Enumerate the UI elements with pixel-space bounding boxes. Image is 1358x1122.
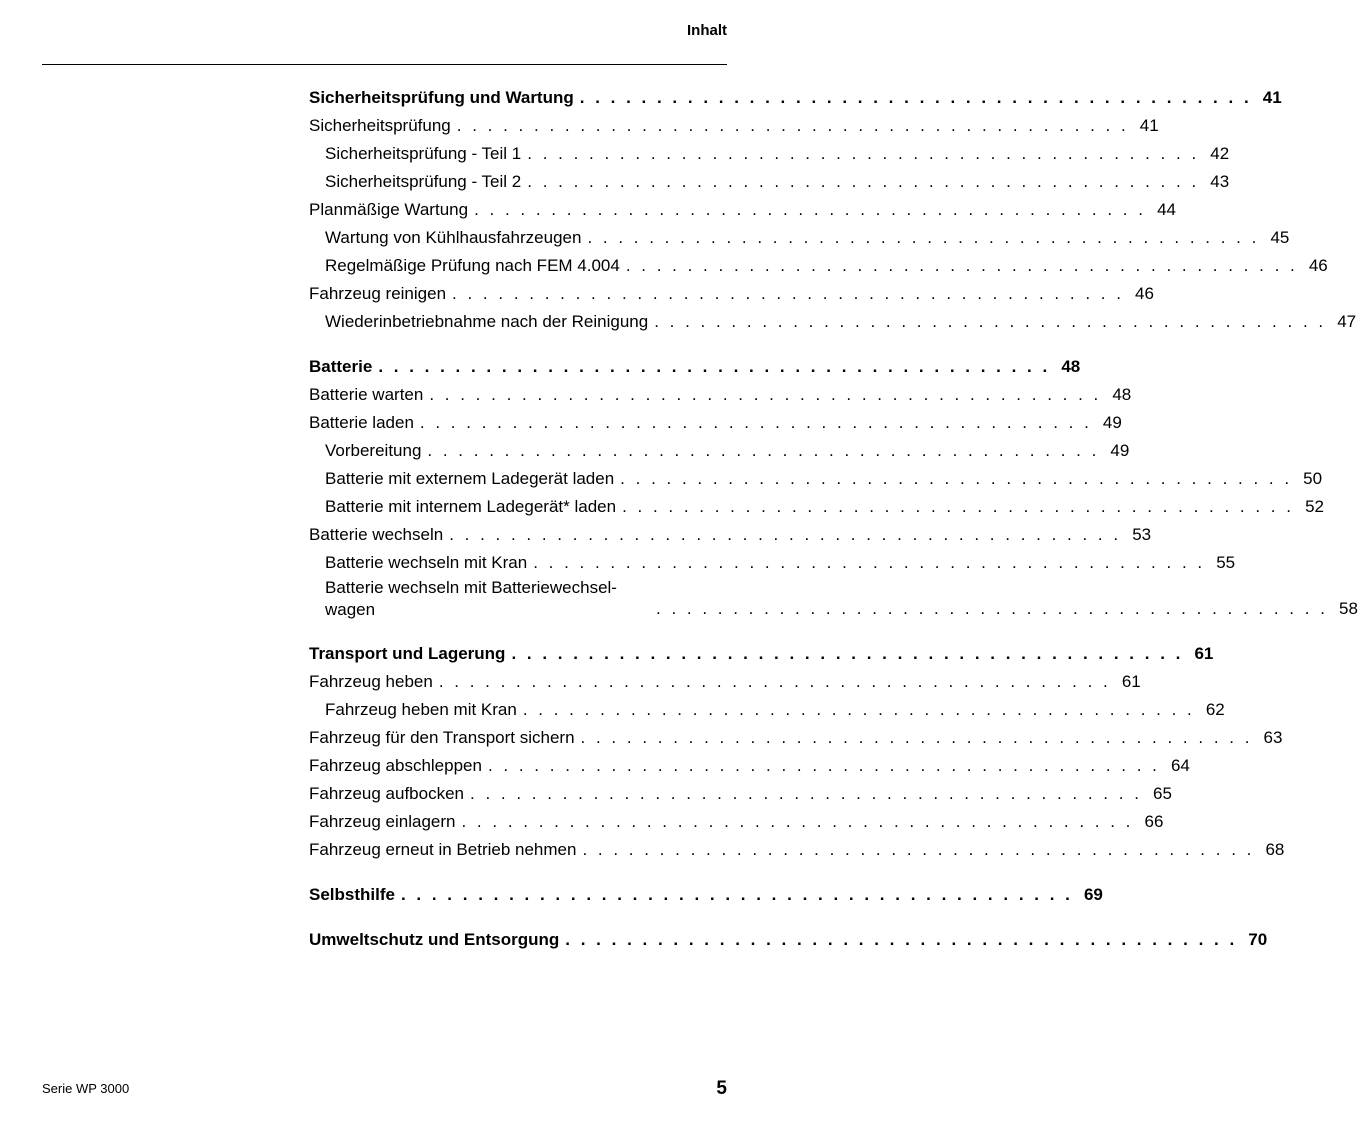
toc-page-number: 68 [1265, 840, 1285, 859]
toc-page-number: 49 [1110, 441, 1130, 460]
toc-entry-title: Sicherheitsprüfung - Teil 1 [325, 144, 522, 163]
toc-entry-title: Sicherheitsprüfung und Wartung [309, 88, 574, 107]
toc-entry-title: Batterie mit externem Ladegerät laden [325, 469, 615, 488]
toc-entry[interactable] [309, 549, 1236, 577]
toc-leader-dots: . . . . . . . . . . . . . . . . . . . . . . . . . . . . . . . . . . . . . . . . . . . . [474, 200, 1146, 219]
toc-entry[interactable] [309, 493, 1324, 521]
toc-entry[interactable] [309, 252, 1328, 280]
toc-leader-dots: . . . . . . . . . . . . . . . . . . . . . . . . . . . . . . . . . . . . . . . . . . . . [487, 756, 1160, 775]
toc-page-number: 61 [1121, 672, 1141, 691]
toc-entry[interactable] [309, 836, 1285, 864]
toc-entry-title: Batterie mit internem Ladegerät* laden [325, 497, 617, 516]
toc-entry-title: Fahrzeug erneut in Betrieb nehmen [309, 840, 577, 859]
toc-page-number: 42 [1210, 144, 1230, 163]
toc-entry[interactable] [309, 280, 1154, 308]
toc-leader-dots: . . . . . . . . . . . . . . . . . . . . . . . . . . . . . . . . . . . . . . . . . . . . [620, 469, 1293, 488]
toc-leader-dots: . . . . . . . . . . . . . . . . . . . . . . . . . . . . . . . . . . . . . . . . . . . . [565, 930, 1238, 949]
toc-page-number: 45 [1270, 228, 1290, 247]
toc-leader-dots: . . . . . . . . . . . . . . . . . . . . . . . . . . . . . . . . . . . . . . . . . . . . [580, 728, 1253, 747]
toc-leader-dots: . . . . . . . . . . . . . . . . . . . . . . . . . . . . . . . . . . . . . . . . . . . . [427, 441, 1100, 460]
toc-page-number: 47 [1337, 312, 1357, 331]
toc-entry-title: Batterie warten [309, 385, 424, 404]
toc-page-number: 41 [1139, 116, 1159, 135]
footer-series-label: Serie WP 3000 [42, 1081, 130, 1096]
toc-entry-title: Planmäßige Wartung [309, 200, 469, 219]
toc-entry[interactable] [309, 577, 1358, 623]
toc-leader-dots: . . . . . . . . . . . . . . . . . . . . . . . . . . . . . . . . . . . . . . . . . . . . [449, 525, 1122, 544]
toc-leader-dots: . . . . . . . . . . . . . . . . . . . . . . . . . . . . . . . . . . . . . . . . . . . . [470, 784, 1142, 803]
toc-entry[interactable] [309, 696, 1225, 724]
toc-page-number: 49 [1102, 413, 1122, 432]
toc-leader-dots: . . . . . . . . . . . . . . . . . . . . . . . . . . . . . . . . . . . . . . . . . . . . [582, 840, 1255, 859]
toc-entry[interactable] [309, 196, 1176, 224]
toc-page-number: 52 [1305, 497, 1324, 516]
toc-entry[interactable] [309, 308, 1357, 336]
toc-page-number: 69 [1083, 885, 1103, 904]
toc-entry[interactable] [309, 224, 1290, 252]
page-header-title: Inhalt [687, 22, 727, 39]
toc-page-number: 41 [1262, 88, 1282, 107]
toc-entry[interactable] [309, 521, 1152, 549]
toc-entry-title: Selbsthilfe [309, 885, 395, 904]
toc-leader-dots: . . . . . . . . . . . . . . . . . . . . . . . . . . . . . . . . . . . . . . . . . . . . [656, 599, 1328, 618]
toc-page-number: 62 [1205, 700, 1225, 719]
toc-entry[interactable] [309, 808, 1164, 836]
toc-leader-dots: . . . . . . . . . . . . . . . . . . . . . . . . . . . . . . . . . . . . . . . . . . . . [579, 88, 1252, 107]
header-divider [42, 64, 727, 65]
toc-entry-title: Batterie wechseln mit Kran [325, 553, 528, 572]
toc-page-number: 44 [1157, 200, 1176, 219]
toc-leader-dots: . . . . . . . . . . . . . . . . . . . . . . . . . . . . . . . . . . . . . . . . . . . . [452, 284, 1124, 303]
toc-entry[interactable] [309, 112, 1159, 140]
toc-leader-dots: . . . . . . . . . . . . . . . . . . . . . . . . . . . . . . . . . . . . . . . . . . . . [438, 672, 1111, 691]
toc-entry[interactable] [309, 84, 1282, 112]
toc-entry-title: Sicherheitsprüfung - Teil 2 [325, 172, 522, 191]
toc-entry-title: Sicherheitsprüfung [309, 116, 451, 135]
toc-page-number: 48 [1112, 385, 1132, 404]
table-of-contents [309, 84, 1358, 954]
toc-entry-title: Fahrzeug reinigen [309, 284, 447, 303]
toc-page-number: 43 [1210, 172, 1230, 191]
toc-leader-dots: . . . . . . . . . . . . . . . . . . . . . . . . . . . . . . . . . . . . . . . . . . . . [522, 700, 1195, 719]
footer-page-number: 5 [716, 1078, 727, 1099]
toc-entry-title: Vorbereitung [325, 441, 422, 460]
toc-page-number: 53 [1132, 525, 1152, 544]
toc-entry-title: Fahrzeug heben [309, 672, 433, 691]
toc-entry[interactable] [309, 465, 1323, 493]
toc-entry[interactable] [309, 780, 1172, 808]
toc-leader-dots: . . . . . . . . . . . . . . . . . . . . . . . . . . . . . . . . . . . . . . . . . . . . [625, 256, 1298, 275]
toc-entry-title: Fahrzeug für den Transport sichern [309, 728, 575, 747]
toc-entry-title: Fahrzeug aufbocken [309, 784, 464, 803]
toc-entry[interactable] [309, 881, 1103, 909]
toc-page-number: 61 [1194, 644, 1214, 663]
toc-page-number: 70 [1248, 930, 1268, 949]
toc-entry[interactable] [309, 409, 1122, 437]
toc-entry-title: Transport und Lagerung [309, 644, 506, 663]
toc-entry[interactable] [309, 437, 1130, 465]
toc-leader-dots: . . . . . . . . . . . . . . . . . . . . . . . . . . . . . . . . . . . . . . . . . . . . [533, 553, 1206, 572]
toc-entry[interactable] [309, 140, 1230, 168]
toc-leader-dots: . . . . . . . . . . . . . . . . . . . . . . . . . . . . . . . . . . . . . . . . . . . . [622, 497, 1294, 516]
toc-entry[interactable] [309, 381, 1132, 409]
toc-page-number: 46 [1308, 256, 1328, 275]
toc-page-number: 65 [1153, 784, 1172, 803]
toc-entry[interactable] [309, 724, 1283, 752]
toc-entry[interactable] [309, 668, 1141, 696]
toc-entry-title: Batterie laden [309, 413, 414, 432]
toc-entry[interactable] [309, 168, 1230, 196]
toc-leader-dots: . . . . . . . . . . . . . . . . . . . . . . . . . . . . . . . . . . . . . . . . . . . . [527, 144, 1200, 163]
toc-page-number: 48 [1061, 357, 1081, 376]
toc-page-number: 63 [1263, 728, 1283, 747]
toc-leader-dots: . . . . . . . . . . . . . . . . . . . . . . . . . . . . . . . . . . . . . . . . . . . . [456, 116, 1129, 135]
toc-leader-dots: . . . . . . . . . . . . . . . . . . . . . . . . . . . . . . . . . . . . . . . . . . . . [527, 172, 1200, 191]
toc-leader-dots: . . . . . . . . . . . . . . . . . . . . . . . . . . . . . . . . . . . . . . . . . . . . [419, 413, 1092, 432]
toc-page-number: 64 [1170, 756, 1190, 775]
toc-leader-dots: . . . . . . . . . . . . . . . . . . . . . . . . . . . . . . . . . . . . . . . . . . . . [378, 357, 1051, 376]
toc-page-number: 50 [1303, 469, 1323, 488]
toc-entry-title: Batterie [309, 357, 373, 376]
toc-entry[interactable] [309, 640, 1214, 668]
toc-page-number: 55 [1216, 553, 1236, 572]
toc-entry-title: Regelmäßige Prüfung nach FEM 4.004 [325, 256, 620, 275]
toc-entry-title: Wiederinbetriebnahme nach der Reinigung [325, 312, 649, 331]
toc-leader-dots: . . . . . . . . . . . . . . . . . . . . . . . . . . . . . . . . . . . . . . . . . . . . [400, 885, 1073, 904]
toc-page-number: 58 [1339, 599, 1358, 618]
toc-entry[interactable] [309, 353, 1081, 381]
toc-entry-title: Umweltschutz und Entsorgung [309, 930, 560, 949]
toc-page-number: 66 [1144, 812, 1164, 831]
toc-leader-dots: . . . . . . . . . . . . . . . . . . . . . . . . . . . . . . . . . . . . . . . . . . . . [587, 228, 1260, 247]
toc-leader-dots: . . . . . . . . . . . . . . . . . . . . . . . . . . . . . . . . . . . . . . . . . . . . [461, 812, 1134, 831]
toc-leader-dots: . . . . . . . . . . . . . . . . . . . . . . . . . . . . . . . . . . . . . . . . . . . . [511, 644, 1184, 663]
toc-entry-title: Batterie wechseln mit Batteriewechsel- wagen [325, 578, 617, 619]
toc-entry-title: Fahrzeug einlagern [309, 812, 456, 831]
toc-entry-title: Fahrzeug heben mit Kran [325, 700, 517, 719]
toc-page-number: 46 [1135, 284, 1154, 303]
toc-entry-title: Wartung von Kühlhausfahrzeugen [325, 228, 582, 247]
toc-entry[interactable] [309, 926, 1268, 954]
toc-leader-dots: . . . . . . . . . . . . . . . . . . . . . . . . . . . . . . . . . . . . . . . . . . . . [429, 385, 1102, 404]
toc-leader-dots: . . . . . . . . . . . . . . . . . . . . . . . . . . . . . . . . . . . . . . . . . . . . [654, 312, 1327, 331]
toc-entry-title: Fahrzeug abschleppen [309, 756, 482, 775]
toc-entry-title: Batterie wechseln [309, 525, 444, 544]
toc-entry[interactable] [309, 752, 1190, 780]
